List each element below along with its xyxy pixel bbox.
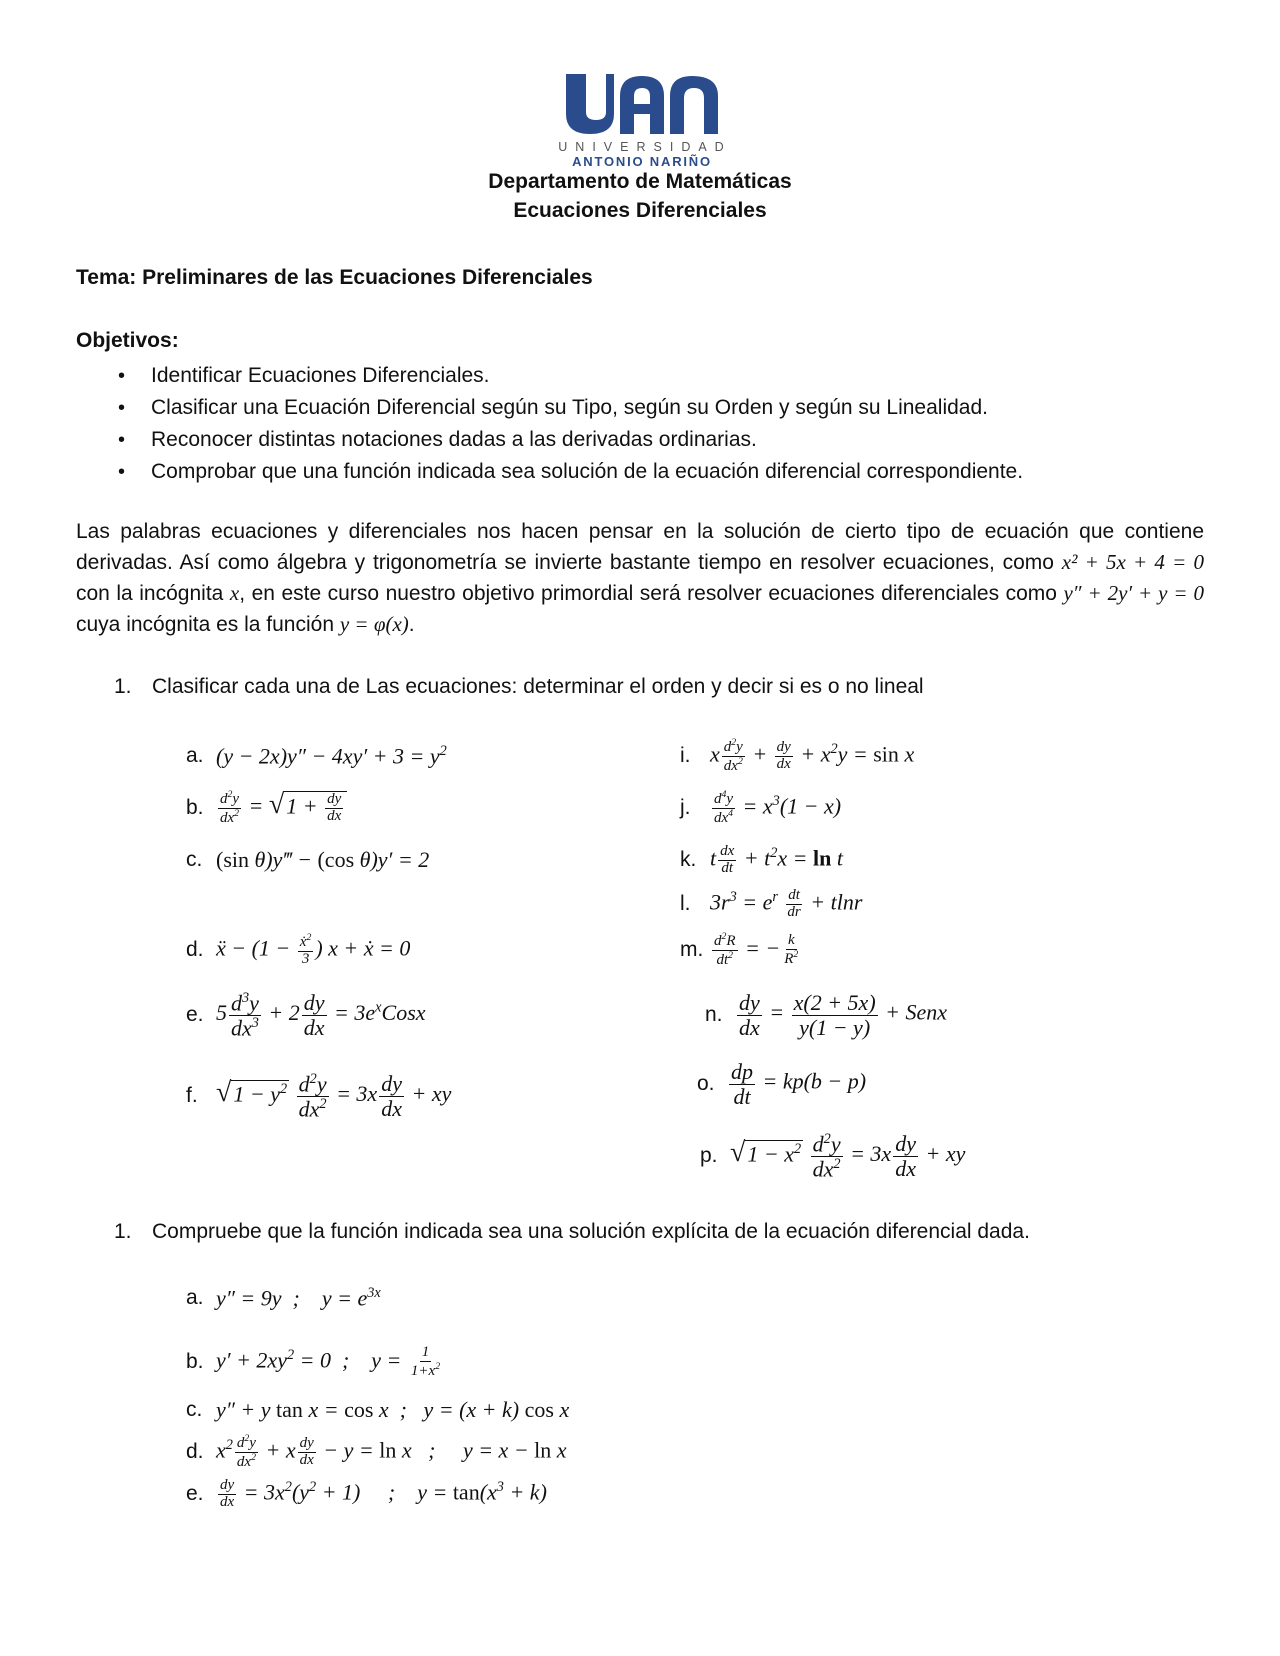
logo-university-text: UNIVERSIDAD — [558, 140, 732, 154]
equation-item: o. $\frac{dp}{dt}$ = kp(b − p) — [697, 1059, 867, 1109]
section-title: Compruebe que la función indicada sea una solución explícita de la ecuación diferencial dada. — [152, 1220, 1030, 1243]
equation-item: e. 5 $\frac{d^3y}{dx^3}$ + 2 $\frac{dy}{dx}$ = $3e^xCosx$ — [186, 990, 426, 1040]
equation-item: a. $(y - 2x)y'' - 4xy' + 3 = y^2$ — [186, 742, 447, 769]
equation-item: d. $x^2$ $\frac{d^2y}{dx^2}$ + x $\frac{dy}{dx}$ − y = ln x ; y = x − ln x — [186, 1432, 567, 1470]
equation-item: m. $\frac{d^2R}{dt^2}$ = − $\frac{k}{R^2}$ — [680, 930, 799, 968]
equation-item: f. $√1 - y^2$ $\frac{d^2y}{dx^2}$ = 3x $\frac{dy}{dx}$ + xy — [186, 1071, 452, 1121]
objective-item: • Comprobar que una función indicada sea solución de la ecuación diferencial correspondiente. — [76, 456, 1023, 488]
objectives-heading: Objetivos: — [76, 329, 179, 352]
equation-item: b. $y' + 2xy^2 = 0$ ; y = $\frac{1}{1+x^2}$ — [186, 1343, 441, 1379]
objective-item: • Reconocer distintas notaciones dadas a las derivadas ordinarias. — [76, 424, 1023, 456]
equation-item: e. $\frac{dy}{dx}$ = $3x^2(y^2 + 1)$ ; $y = \tan(x^3 + k)$ — [186, 1476, 547, 1510]
course-title: Ecuaciones Diferenciales — [513, 199, 767, 222]
equation-item: b. $\frac{d^2y}{dx^2}$ = √1 + $\frac{dy}{dx}$ — [186, 788, 347, 828]
equation-item: k. t $\frac{dx}{dt}$ + $t^2x = \ln t$ — [680, 842, 844, 876]
topic-heading: Tema: Preliminares de las Ecuaciones Diferenciales — [76, 266, 593, 289]
equation-item: d. ẍ − (1 − $\frac{ẋ^2}{3}$ ) x + ẋ = 0 — [186, 931, 411, 967]
uan-logo-icon — [562, 74, 722, 136]
intro-paragraph: Las palabras ecuaciones y diferenciales nos hacen pensar en la solución de cierto tipo de ecuación que contiene derivadas. Así como álgebra y trigonometría se invierte bastante tiempo en resolver ecuaciones, como x² + 5x + 4 = 0 con la incógnita x, en este curso nuestro objetivo primordial será resolver ecuaciones diferenciales como y″ + 2y′ + y = 0 cuya incógnita es la función y = φ(x). — [76, 520, 1204, 636]
equation-item: i. x $\frac{d^2y}{dx^2}$ + $\frac{dy}{dx}$ + $x^2y = \sin x$ — [680, 736, 915, 774]
university-logo — [552, 74, 732, 169]
objectives-list — [76, 360, 1023, 488]
equation-item: n. $\frac{dy}{dx}$ = $\frac{x(2 + 5x)}{y(1 - y)}$ + Senx — [705, 990, 948, 1040]
equation-item: l. $3r^3 = e^r$ $\frac{dt}{dr}$ + tlnr — [680, 886, 863, 920]
equation-item: c. y″ + y tan x = cos x ; y = (x + k) cos x — [186, 1397, 570, 1422]
objective-item: • Clasificar una Ecuación Diferencial según su Tipo, según su Orden y según su Linealidad. — [76, 392, 1023, 424]
math-example: x² + 5x + 4 = 0 — [1061, 550, 1204, 574]
logo-name-text: ANTONIO NARIÑO — [572, 154, 712, 169]
math-example: y″ + 2y′ + y = 0 — [1063, 581, 1204, 605]
objective-item: • Identificar Ecuaciones Diferenciales. — [76, 360, 1023, 392]
department-title: Departamento de Matemáticas — [488, 170, 792, 193]
equation-item: a. y″ = 9y ; $y = e^{3x}$ — [186, 1284, 381, 1311]
equation-item: p. $√1 - x^2$ $\frac{d^2y}{dx^2}$ = 3x $\frac{dy}{dx}$ + xy — [700, 1131, 966, 1181]
equation-item: j. $\frac{d^4y}{dx^4}$ = $x^3(1 - x)$ — [680, 788, 842, 826]
section-title: Clasificar cada una de Las ecuaciones: determinar el orden y decir si es o no lineal — [152, 675, 924, 698]
equation-item: c. (sin θ)y‴ − (cos θ)y′ = 2 — [186, 847, 430, 872]
